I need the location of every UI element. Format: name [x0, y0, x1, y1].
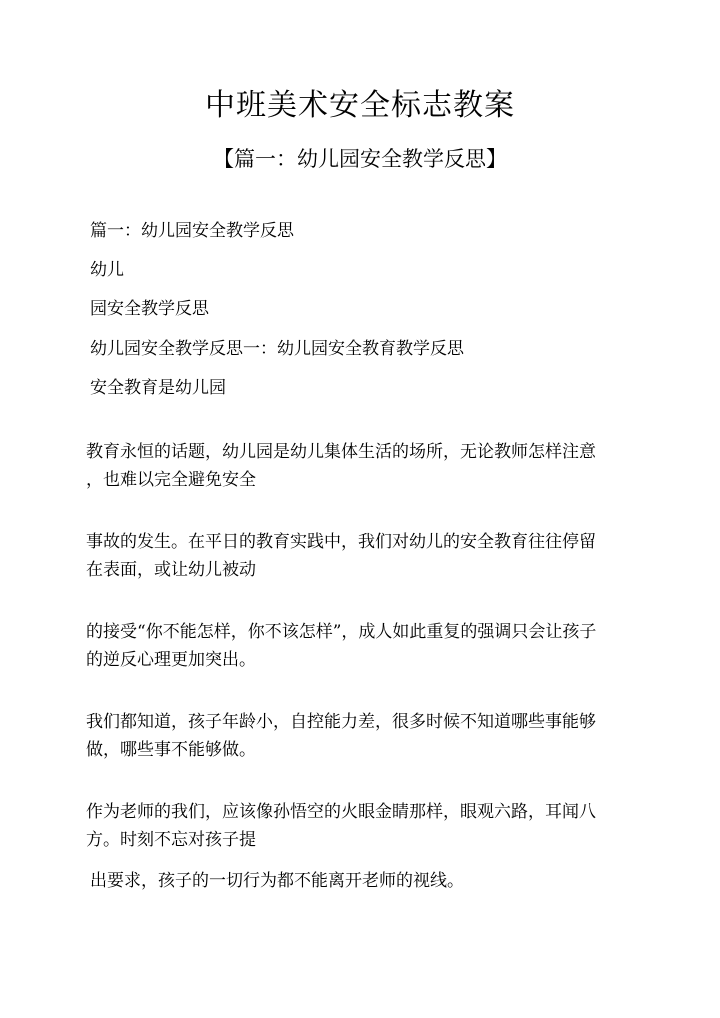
paragraph: [86, 798, 646, 854]
paragraph-line: 的逆反心理更加突出。: [86, 650, 256, 670]
document-subtitle: 【篇一：幼儿园安全教学反思】: [213, 147, 507, 171]
text-line: 篇一：幼儿园安全教学反思: [90, 221, 294, 241]
paragraph-line: 的接受“你不能怎样，你不该怎样”，成人如此重复的强调只会让孩子: [86, 622, 597, 642]
paragraph-line: 方。时刻不忘对孩子提: [86, 830, 256, 850]
text-line: 出要求，孩子的一切行为都不能离开老师的视线。: [90, 871, 464, 891]
paragraph-line: 作为老师的我们，应该像孙悟空的火眼金睛那样，眼观六路，耳闻八: [86, 802, 596, 822]
paragraph-line: 教育永恒的话题，幼儿园是幼儿集体生活的场所，无论教师怎样注意: [86, 442, 596, 462]
text-line: 幼儿园安全教学反思一：幼儿园安全教育教学反思: [90, 339, 464, 359]
paragraph: [86, 618, 646, 674]
paragraph-line: 做，哪些事不能够做。: [86, 740, 256, 760]
paragraph-line: ，也难以完全避免安全: [86, 470, 256, 490]
paragraph: [86, 708, 646, 764]
paragraph-line: 在表面，或让幼儿被动: [86, 560, 256, 580]
text-line: 园安全教学反思: [90, 299, 209, 319]
paragraph: [86, 438, 646, 494]
document-title: 中班美术安全标志教案: [205, 88, 515, 123]
text-line: 安全教育是幼儿园: [90, 378, 226, 398]
paragraph-line: 我们都知道，孩子年龄小，自控能力差，很多时候不知道哪些事能够: [86, 712, 596, 732]
text-line: 幼儿: [90, 260, 124, 280]
paragraph-line: 事故的发生。在平日的教育实践中，我们对幼儿的安全教育往往停留: [86, 532, 596, 552]
paragraph: [86, 528, 646, 584]
